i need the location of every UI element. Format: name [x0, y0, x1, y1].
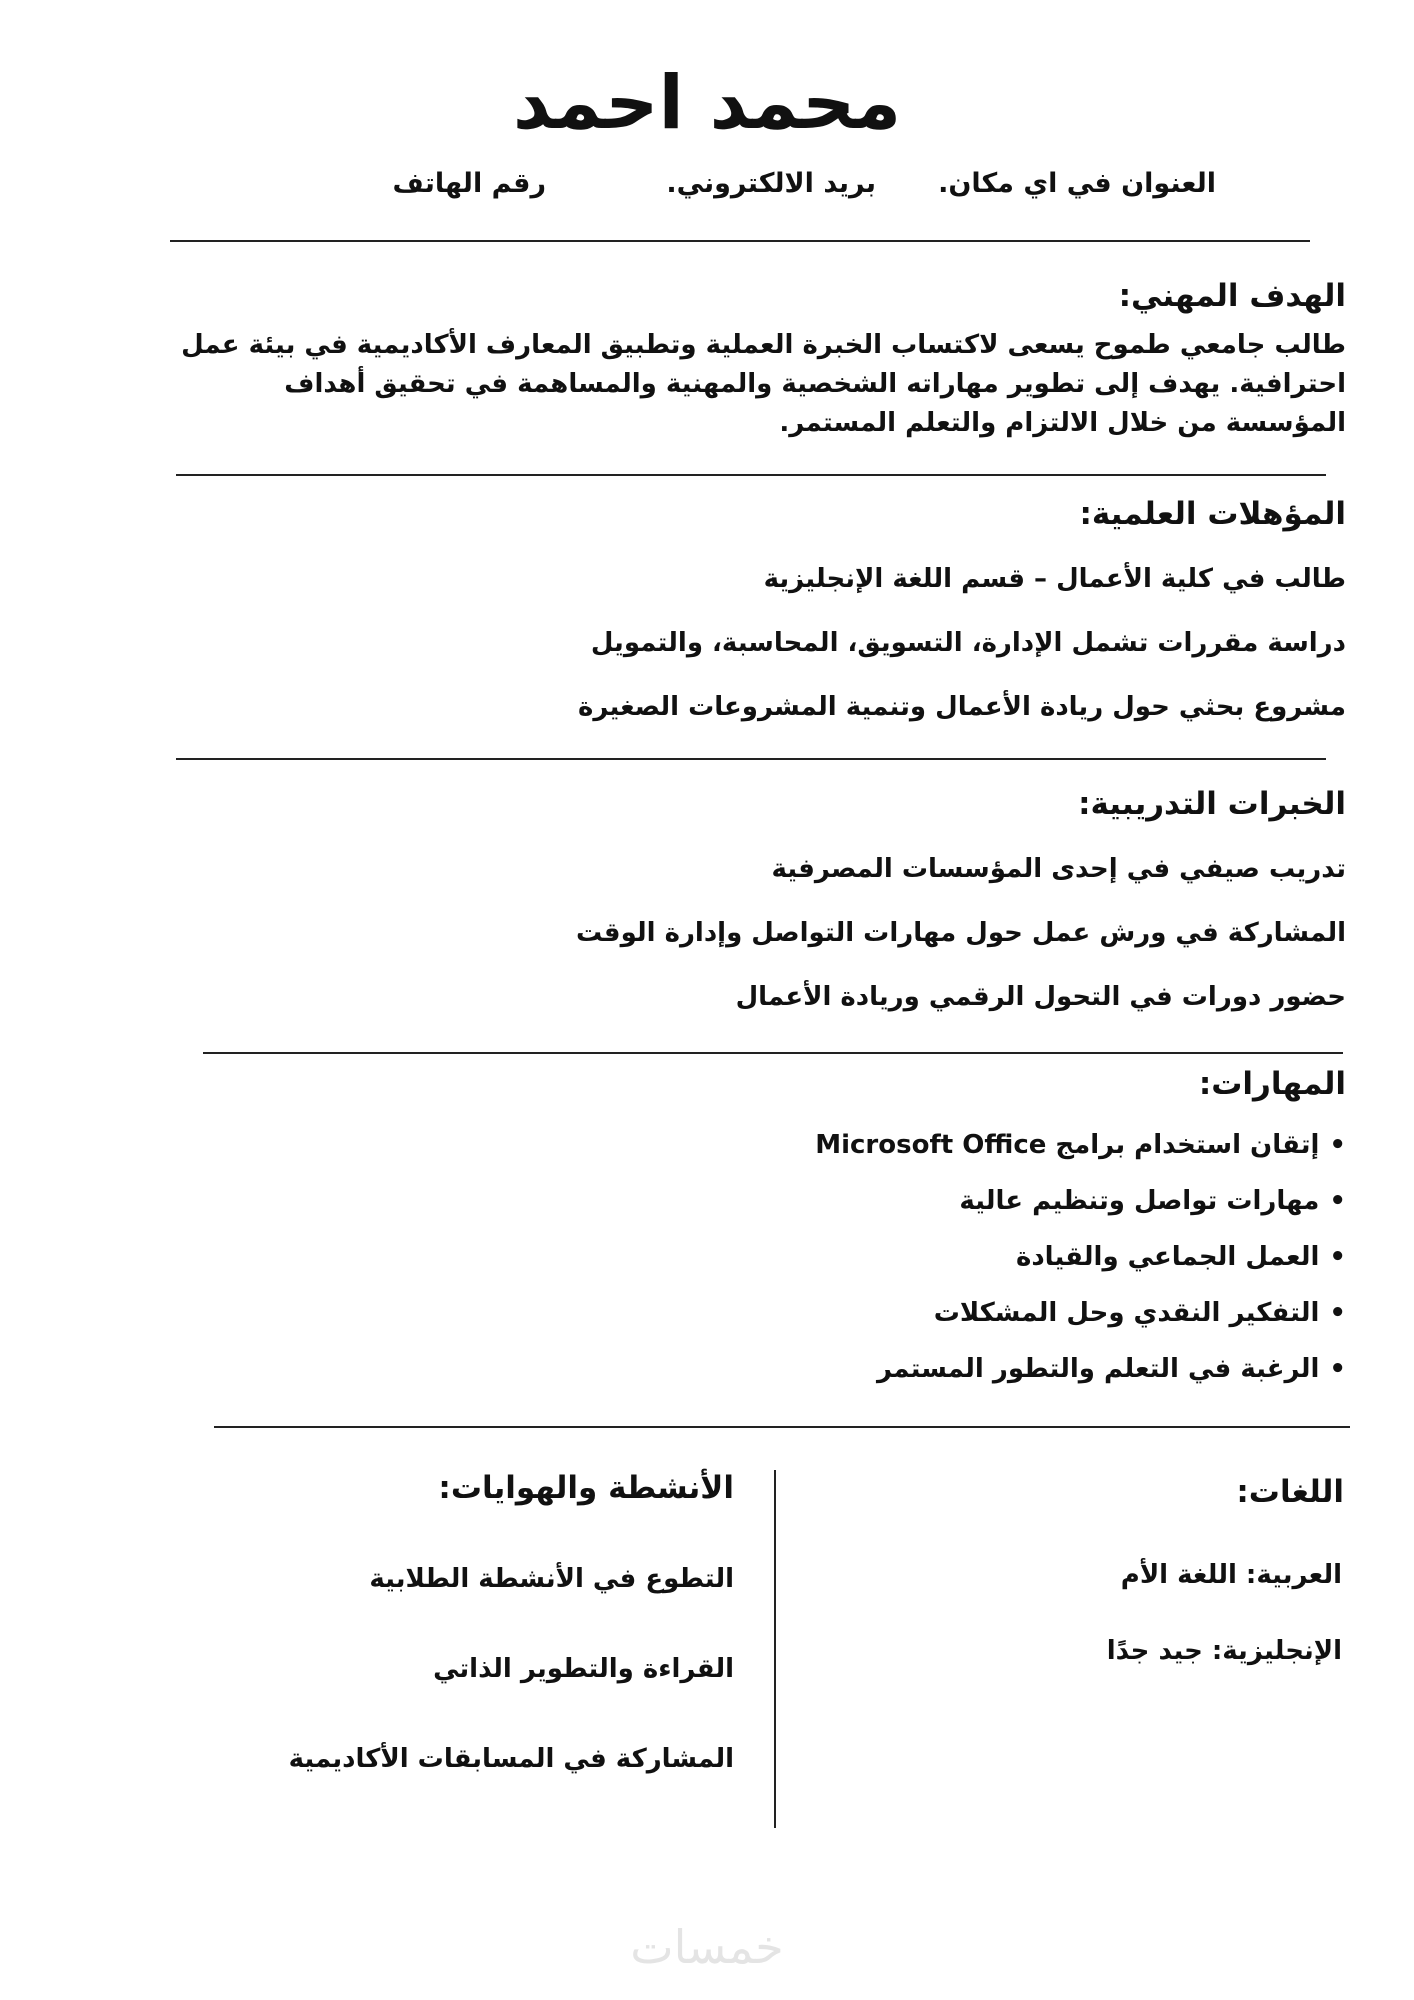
- skill-item: [1016, 1242, 1346, 1272]
- divider-training: [203, 1052, 1343, 1054]
- language-item: الإنجليزية: جيد جدًا: [1106, 1636, 1342, 1666]
- candidate-name: محمد احمد: [512, 60, 902, 146]
- skill-text: العمل الجماعي والقيادة: [1015, 1242, 1320, 1272]
- objective-title: الهدف المهني:: [1118, 278, 1346, 314]
- training-item: حضور دورات في التحول الرقمي وريادة الأعمال: [735, 982, 1346, 1012]
- training-title: الخبرات التدريبية:: [1078, 786, 1346, 822]
- skills-title: المهارات:: [1198, 1066, 1346, 1102]
- skill-text: مهارات تواصل وتنظيم عالية: [959, 1186, 1320, 1216]
- contact-email: بريد الالكتروني.: [666, 168, 876, 199]
- contact-address: العنوان في اي مكان.: [938, 168, 1216, 199]
- languages-title: اللغات:: [1236, 1474, 1344, 1510]
- qualifications-title: المؤهلات العلمية:: [1079, 496, 1346, 532]
- skill-item: [815, 1130, 1346, 1160]
- qualification-item: دراسة مقررات تشمل الإدارة، التسويق، المحاسبة، والتمويل: [590, 628, 1346, 658]
- skill-text: إتقان استخدام برامج Microsoft Office: [815, 1130, 1320, 1160]
- watermark-logo: خمسات: [630, 1920, 784, 1974]
- skill-item: [877, 1354, 1346, 1384]
- bullet-icon: •: [1329, 1242, 1346, 1272]
- objective-text: طالب جامعي طموح يسعى لاكتساب الخبرة العملية وتطبيق المعارف الأكاديمية في بيئة عمل احترافية. يهدف إلى تطوير مهاراته الشخصية والمهنية والمساهمة في تحقيق أهداف المؤسسة من خلال الالتزام والتعلم المستمر.: [181, 330, 1346, 438]
- skill-item: [959, 1186, 1346, 1216]
- bullet-icon: •: [1329, 1298, 1346, 1328]
- divider-header: [170, 240, 1310, 242]
- skill-item: [934, 1298, 1346, 1328]
- activity-item: التطوع في الأنشطة الطلابية: [369, 1564, 734, 1594]
- bullet-icon: •: [1329, 1130, 1346, 1160]
- activity-item: القراءة والتطوير الذاتي: [433, 1654, 734, 1684]
- bullet-icon: •: [1329, 1354, 1346, 1384]
- skill-text: التفكير النقدي وحل المشكلات: [933, 1298, 1320, 1328]
- divider-skills: [214, 1426, 1350, 1428]
- activity-item: المشاركة في المسابقات الأكاديمية: [288, 1744, 734, 1774]
- training-item: تدريب صيفي في إحدى المؤسسات المصرفية: [771, 854, 1346, 884]
- column-divider: [774, 1470, 776, 1828]
- divider-objective: [176, 474, 1326, 476]
- contact-phone: رقم الهاتف: [392, 168, 546, 199]
- qualification-item: طالب في كلية الأعمال – قسم اللغة الإنجليزية: [763, 564, 1346, 594]
- training-item: المشاركة في ورش عمل حول مهارات التواصل وإدارة الوقت: [576, 918, 1346, 948]
- divider-qualifications: [176, 758, 1326, 760]
- activities-title: الأنشطة والهوايات:: [438, 1470, 734, 1506]
- qualification-item: مشروع بحثي حول ريادة الأعمال وتنمية المشروعات الصغيرة: [577, 692, 1346, 722]
- bullet-icon: •: [1329, 1186, 1346, 1216]
- language-item: العربية: اللغة الأم: [1120, 1560, 1342, 1590]
- skill-text: الرغبة في التعلم والتطور المستمر: [877, 1354, 1320, 1384]
